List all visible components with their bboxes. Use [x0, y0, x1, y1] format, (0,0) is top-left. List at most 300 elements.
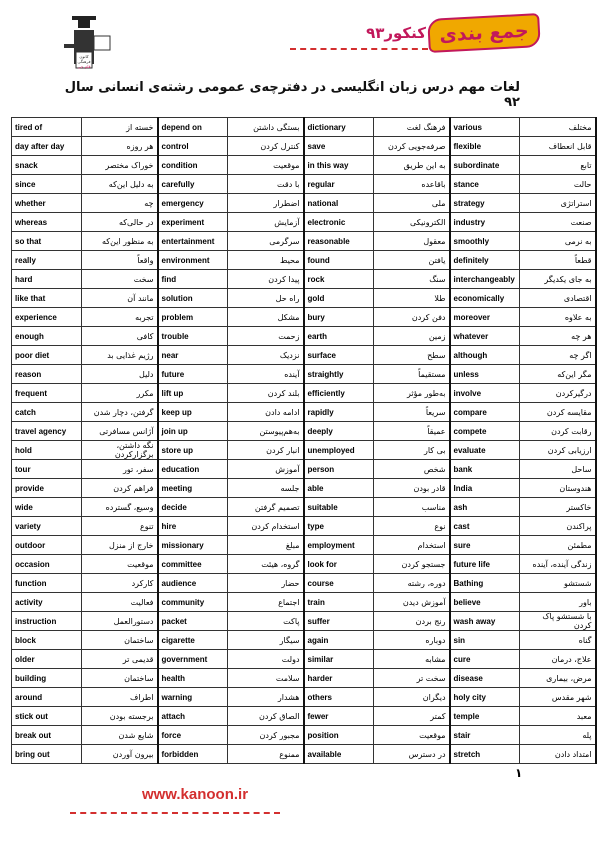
english-word-cell: surface — [304, 346, 374, 365]
table-row — [12, 612, 596, 631]
persian-meaning-cell: دیگران — [374, 688, 450, 707]
persian-meaning-cell: ارزیابی کردن — [520, 441, 596, 460]
english-word-cell: able — [304, 479, 374, 498]
english-word-cell: like that — [12, 289, 82, 308]
persian-meaning-cell: سلامت — [228, 669, 304, 688]
english-word-cell: harder — [304, 669, 374, 688]
english-word-cell: position — [304, 726, 374, 745]
persian-meaning-cell: پاکت — [228, 612, 304, 631]
english-word-cell: whatever — [450, 327, 520, 346]
persian-meaning-cell: آینده — [228, 365, 304, 384]
table-row — [12, 669, 596, 688]
persian-meaning-cell: گناه — [520, 631, 596, 650]
persian-meaning-cell: حالت — [520, 175, 596, 194]
english-word-cell: temple — [450, 707, 520, 726]
table-row — [12, 574, 596, 593]
persian-meaning-cell: اجتماع — [228, 593, 304, 612]
persian-meaning-cell: شایع شدن — [82, 726, 158, 745]
persian-meaning-cell: امتداد دادن — [520, 745, 596, 764]
persian-meaning-cell: قابل انعطاف — [520, 137, 596, 156]
persian-meaning-cell: تجربه — [82, 308, 158, 327]
persian-meaning-cell: آزمایش — [228, 213, 304, 232]
persian-meaning-cell: استخدام کردن — [228, 517, 304, 536]
persian-meaning-cell: پیدا کردن — [228, 270, 304, 289]
persian-meaning-cell: دولت — [228, 650, 304, 669]
english-word-cell: frequent — [12, 384, 82, 403]
persian-meaning-cell: شستشو — [520, 574, 596, 593]
english-word-cell: future — [158, 365, 228, 384]
persian-meaning-cell: عمیقاً — [374, 422, 450, 441]
persian-meaning-cell: سریعاً — [374, 403, 450, 422]
english-word-cell: interchangeably — [450, 270, 520, 289]
persian-meaning-cell: هر چه — [520, 327, 596, 346]
persian-meaning-cell: در دسترس — [374, 745, 450, 764]
persian-meaning-cell: استراتژی — [520, 194, 596, 213]
persian-meaning-cell: آژانس مسافرتی — [82, 422, 158, 441]
persian-meaning-cell: پراکندن — [520, 517, 596, 536]
persian-meaning-cell: دلیل — [82, 365, 158, 384]
persian-meaning-cell: جلسه — [228, 479, 304, 498]
persian-meaning-cell: سفر، تور — [82, 460, 158, 479]
english-word-cell: instruction — [12, 612, 82, 631]
persian-meaning-cell: صرفه‌جویی کردن — [374, 137, 450, 156]
english-word-cell: evaluate — [450, 441, 520, 460]
english-word-cell: warning — [158, 688, 228, 707]
page-title: لغات مهم درس زبان انگلیسی در دفترچه‌ی عمومی رشته‌ی انسانی سال ۹۲ — [64, 80, 520, 110]
persian-meaning-cell: اضطرار — [228, 194, 304, 213]
persian-meaning-cell: باقاعده — [374, 175, 450, 194]
table-row — [12, 175, 596, 194]
persian-meaning-cell: استخدام — [374, 536, 450, 555]
persian-meaning-cell: مکرر — [82, 384, 158, 403]
english-word-cell: day after day — [12, 137, 82, 156]
english-word-cell: India — [450, 479, 520, 498]
persian-meaning-cell: یافتن — [374, 251, 450, 270]
english-word-cell: catch — [12, 403, 82, 422]
table-row — [12, 688, 596, 707]
persian-meaning-cell: ساختمان — [82, 669, 158, 688]
english-word-cell: definitely — [450, 251, 520, 270]
persian-meaning-cell: زمین — [374, 327, 450, 346]
persian-meaning-cell: اطراف — [82, 688, 158, 707]
table-row — [12, 726, 596, 745]
persian-meaning-cell: مرض، بیماری — [520, 669, 596, 688]
english-word-cell: problem — [158, 308, 228, 327]
vocabulary-table — [11, 117, 597, 764]
table-row — [12, 270, 596, 289]
english-word-cell: hard — [12, 270, 82, 289]
table-row — [12, 232, 596, 251]
english-word-cell: Bathing — [450, 574, 520, 593]
persian-meaning-cell: قادر بودن — [374, 479, 450, 498]
table-row — [12, 403, 596, 422]
table-row — [12, 118, 596, 137]
english-word-cell: bank — [450, 460, 520, 479]
persian-meaning-cell: قدیمی تر — [82, 650, 158, 669]
persian-meaning-cell: سیگار — [228, 631, 304, 650]
persian-meaning-cell: زندگی آینده، آینده — [520, 555, 596, 574]
persian-meaning-cell: دوره، رشته — [374, 574, 450, 593]
english-word-cell: near — [158, 346, 228, 365]
english-word-cell: rapidly — [304, 403, 374, 422]
table-row — [12, 289, 596, 308]
persian-meaning-cell: نگه داشتن، برگزارکردن — [82, 441, 158, 460]
english-word-cell: find — [158, 270, 228, 289]
english-word-cell: subordinate — [450, 156, 520, 175]
table-row — [12, 650, 596, 669]
english-word-cell: packet — [158, 612, 228, 631]
persian-meaning-cell: راه حل — [228, 289, 304, 308]
english-word-cell: community — [158, 593, 228, 612]
english-word-cell: depend on — [158, 118, 228, 137]
english-word-cell: variety — [12, 517, 82, 536]
english-word-cell: enough — [12, 327, 82, 346]
table-row — [12, 422, 596, 441]
persian-meaning-cell: دستورالعمل — [82, 612, 158, 631]
footer-link[interactable]: www.kanoon.ir — [141, 786, 249, 803]
persian-meaning-cell: رقابت کردن — [520, 422, 596, 441]
footer-divider — [70, 812, 280, 814]
english-word-cell: sin — [450, 631, 520, 650]
persian-meaning-cell: بی کار — [374, 441, 450, 460]
english-word-cell: join up — [158, 422, 228, 441]
english-word-cell: break out — [12, 726, 82, 745]
english-word-cell: carefully — [158, 175, 228, 194]
english-word-cell: provide — [12, 479, 82, 498]
persian-meaning-cell: کنترل کردن — [228, 137, 304, 156]
persian-meaning-cell: رژیم غذایی بد — [82, 346, 158, 365]
english-word-cell: around — [12, 688, 82, 707]
english-word-cell: reason — [12, 365, 82, 384]
english-word-cell: ash — [450, 498, 520, 517]
persian-meaning-cell: مانند آن — [82, 289, 158, 308]
english-word-cell: sure — [450, 536, 520, 555]
persian-meaning-cell: کمتر — [374, 707, 450, 726]
persian-meaning-cell: ساختمان — [82, 631, 158, 650]
english-word-cell: older — [12, 650, 82, 669]
persian-meaning-cell: به‌طور مؤثر — [374, 384, 450, 403]
persian-meaning-cell: اقتصادی — [520, 289, 596, 308]
persian-meaning-cell: صنعت — [520, 213, 596, 232]
english-word-cell: activity — [12, 593, 82, 612]
table-row — [12, 441, 596, 460]
persian-meaning-cell: به دلیل این‌که — [82, 175, 158, 194]
persian-meaning-cell: با دقت — [228, 175, 304, 194]
english-word-cell: store up — [158, 441, 228, 460]
english-word-cell: wide — [12, 498, 82, 517]
table-row — [12, 707, 596, 726]
english-word-cell: audience — [158, 574, 228, 593]
english-word-cell: national — [304, 194, 374, 213]
persian-meaning-cell: فرهنگ لغت — [374, 118, 450, 137]
persian-meaning-cell: باور — [520, 593, 596, 612]
persian-meaning-cell: فراهم کردن — [82, 479, 158, 498]
english-word-cell: emergency — [158, 194, 228, 213]
english-word-cell: although — [450, 346, 520, 365]
english-word-cell: experiment — [158, 213, 228, 232]
persian-meaning-cell: زحمت — [228, 327, 304, 346]
persian-meaning-cell: ادامه دادن — [228, 403, 304, 422]
persian-meaning-cell: بیرون آوردن — [82, 745, 158, 764]
persian-meaning-cell: خارج از منزل — [82, 536, 158, 555]
english-word-cell: whereas — [12, 213, 82, 232]
brand-badge: جمع بندی — [427, 13, 541, 53]
english-word-cell: deeply — [304, 422, 374, 441]
english-word-cell: compare — [450, 403, 520, 422]
english-word-cell: attach — [158, 707, 228, 726]
persian-meaning-cell: مشابه — [374, 650, 450, 669]
persian-meaning-cell: قطعاً — [520, 251, 596, 270]
svg-text:فرهنگی: فرهنگی — [77, 59, 91, 64]
english-word-cell: poor diet — [12, 346, 82, 365]
persian-meaning-cell: به نرمی — [520, 232, 596, 251]
english-word-cell: efficiently — [304, 384, 374, 403]
persian-meaning-cell: کارکرد — [82, 574, 158, 593]
english-word-cell: suffer — [304, 612, 374, 631]
english-word-cell: suitable — [304, 498, 374, 517]
english-word-cell: whether — [12, 194, 82, 213]
english-word-cell: person — [304, 460, 374, 479]
english-word-cell: tour — [12, 460, 82, 479]
persian-meaning-cell: گرفتن، دچار شدن — [82, 403, 158, 422]
english-word-cell: education — [158, 460, 228, 479]
persian-meaning-cell: خاکستر — [520, 498, 596, 517]
english-word-cell: fewer — [304, 707, 374, 726]
english-word-cell: gold — [304, 289, 374, 308]
english-word-cell: tired of — [12, 118, 82, 137]
english-word-cell: cure — [450, 650, 520, 669]
english-word-cell: travel agency — [12, 422, 82, 441]
english-word-cell: trouble — [158, 327, 228, 346]
persian-meaning-cell: سخت تر — [374, 669, 450, 688]
table-row — [12, 460, 596, 479]
persian-meaning-cell: به منظور این‌که — [82, 232, 158, 251]
persian-meaning-cell: جستجو کردن — [374, 555, 450, 574]
english-word-cell: outdoor — [12, 536, 82, 555]
english-word-cell: solution — [158, 289, 228, 308]
persian-meaning-cell: محیط — [228, 251, 304, 270]
table-row — [12, 498, 596, 517]
english-word-cell: committee — [158, 555, 228, 574]
svg-text:قلم چی: قلم چی — [77, 64, 91, 69]
table-row — [12, 517, 596, 536]
persian-meaning-cell: مقایسه کردن — [520, 403, 596, 422]
english-word-cell: cigarette — [158, 631, 228, 650]
english-word-cell: cast — [450, 517, 520, 536]
english-word-cell: holy city — [450, 688, 520, 707]
english-word-cell: economically — [450, 289, 520, 308]
english-word-cell: health — [158, 669, 228, 688]
english-word-cell: missionary — [158, 536, 228, 555]
english-word-cell: reasonable — [304, 232, 374, 251]
english-word-cell: government — [158, 650, 228, 669]
persian-meaning-cell: مطمئن — [520, 536, 596, 555]
persian-meaning-cell: با شستشو پاک کردن — [520, 612, 596, 631]
persian-meaning-cell: هشدار — [228, 688, 304, 707]
persian-meaning-cell: به علاوه — [520, 308, 596, 327]
english-word-cell: lift up — [158, 384, 228, 403]
english-word-cell: electronic — [304, 213, 374, 232]
persian-meaning-cell: به این طریق — [374, 156, 450, 175]
english-word-cell: compete — [450, 422, 520, 441]
english-word-cell: involve — [450, 384, 520, 403]
english-word-cell: others — [304, 688, 374, 707]
table-row — [12, 213, 596, 232]
english-word-cell: various — [450, 118, 520, 137]
table-row — [12, 308, 596, 327]
persian-meaning-cell: موقعیت — [82, 555, 158, 574]
persian-meaning-cell: مگر این‌که — [520, 365, 596, 384]
english-word-cell: bring out — [12, 745, 82, 764]
english-word-cell: environment — [158, 251, 228, 270]
table-row — [12, 327, 596, 346]
persian-meaning-cell: معبد — [520, 707, 596, 726]
english-word-cell: look for — [304, 555, 374, 574]
english-word-cell: unless — [450, 365, 520, 384]
persian-meaning-cell: تنوع — [82, 517, 158, 536]
persian-meaning-cell: ملی — [374, 194, 450, 213]
english-word-cell: stance — [450, 175, 520, 194]
english-word-cell: keep up — [158, 403, 228, 422]
table-row — [12, 555, 596, 574]
table-row — [12, 365, 596, 384]
english-word-cell: stick out — [12, 707, 82, 726]
table-row — [12, 745, 596, 764]
persian-meaning-cell: موقعیت — [374, 726, 450, 745]
english-word-cell: type — [304, 517, 374, 536]
table-row — [12, 593, 596, 612]
english-word-cell: future life — [450, 555, 520, 574]
english-word-cell: unemployed — [304, 441, 374, 460]
english-word-cell: train — [304, 593, 374, 612]
english-word-cell: wash away — [450, 612, 520, 631]
english-word-cell: strategy — [450, 194, 520, 213]
english-word-cell: industry — [450, 213, 520, 232]
persian-meaning-cell: مختلف — [520, 118, 596, 137]
english-word-cell: employment — [304, 536, 374, 555]
persian-meaning-cell: آموزش — [228, 460, 304, 479]
english-word-cell: similar — [304, 650, 374, 669]
persian-meaning-cell: اگر چه — [520, 346, 596, 365]
english-word-cell: again — [304, 631, 374, 650]
english-word-cell: hold — [12, 441, 82, 460]
table-row — [12, 156, 596, 175]
english-word-cell: stretch — [450, 745, 520, 764]
persian-meaning-cell: برجسته بودن — [82, 707, 158, 726]
persian-meaning-cell: چه — [82, 194, 158, 213]
persian-meaning-cell: تصمیم گرفتن — [228, 498, 304, 517]
persian-meaning-cell: شخص — [374, 460, 450, 479]
table-row — [12, 251, 596, 270]
persian-meaning-cell: درگیرکردن — [520, 384, 596, 403]
persian-meaning-cell: الصاق کردن — [228, 707, 304, 726]
english-word-cell: really — [12, 251, 82, 270]
english-word-cell: entertainment — [158, 232, 228, 251]
persian-meaning-cell: سرگرمی — [228, 232, 304, 251]
table-row — [12, 137, 596, 156]
persian-meaning-cell: واقعاً — [82, 251, 158, 270]
english-word-cell: decide — [158, 498, 228, 517]
table-row — [12, 536, 596, 555]
persian-meaning-cell: رنج بردن — [374, 612, 450, 631]
english-word-cell: straightly — [304, 365, 374, 384]
persian-meaning-cell: الکترونیکی — [374, 213, 450, 232]
english-word-cell: believe — [450, 593, 520, 612]
persian-meaning-cell: نزدیک — [228, 346, 304, 365]
kanoon-logo-icon — [58, 14, 113, 74]
english-word-cell: block — [12, 631, 82, 650]
persian-meaning-cell: شهر مقدس — [520, 688, 596, 707]
persian-meaning-cell: گروه، هیئت — [228, 555, 304, 574]
persian-meaning-cell: خسته از — [82, 118, 158, 137]
page-header — [0, 0, 600, 80]
english-word-cell: experience — [12, 308, 82, 327]
english-word-cell: since — [12, 175, 82, 194]
english-word-cell: rock — [304, 270, 374, 289]
persian-meaning-cell: تابع — [520, 156, 596, 175]
persian-meaning-cell: نوع — [374, 517, 450, 536]
persian-meaning-cell: مشکل — [228, 308, 304, 327]
english-word-cell: earth — [304, 327, 374, 346]
english-word-cell: forbidden — [158, 745, 228, 764]
english-word-cell: building — [12, 669, 82, 688]
persian-meaning-cell: وسیع، گسترده — [82, 498, 158, 517]
english-word-cell: condition — [158, 156, 228, 175]
english-word-cell: force — [158, 726, 228, 745]
persian-meaning-cell: هر روزه — [82, 137, 158, 156]
persian-meaning-cell: مجبور کردن — [228, 726, 304, 745]
persian-meaning-cell: مناسب — [374, 498, 450, 517]
english-word-cell: smoothly — [450, 232, 520, 251]
persian-meaning-cell: به‌هم‌پیوستن — [228, 422, 304, 441]
persian-meaning-cell: خوراک مختصر — [82, 156, 158, 175]
persian-meaning-cell: بلند کردن — [228, 384, 304, 403]
english-word-cell: disease — [450, 669, 520, 688]
english-word-cell: occasion — [12, 555, 82, 574]
svg-text:کانون: کانون — [79, 54, 89, 59]
persian-meaning-cell: موقعیت — [228, 156, 304, 175]
persian-meaning-cell: معقول — [374, 232, 450, 251]
english-word-cell: in this way — [304, 156, 374, 175]
persian-meaning-cell: دوباره — [374, 631, 450, 650]
persian-meaning-cell: به جای یکدیگر — [520, 270, 596, 289]
english-word-cell: function — [12, 574, 82, 593]
english-word-cell: course — [304, 574, 374, 593]
persian-meaning-cell: بستگی داشتن — [228, 118, 304, 137]
table-row — [12, 384, 596, 403]
persian-meaning-cell: سخت — [82, 270, 158, 289]
page-number: ۱ — [515, 766, 523, 780]
english-word-cell: so that — [12, 232, 82, 251]
table-row — [12, 346, 596, 365]
persian-meaning-cell: دفن کردن — [374, 308, 450, 327]
table-row — [12, 631, 596, 650]
persian-meaning-cell: حضار — [228, 574, 304, 593]
english-word-cell: moreover — [450, 308, 520, 327]
english-word-cell: hire — [158, 517, 228, 536]
english-word-cell: regular — [304, 175, 374, 194]
english-word-cell: available — [304, 745, 374, 764]
persian-meaning-cell: در حالی‌که — [82, 213, 158, 232]
header-divider — [290, 48, 428, 50]
persian-meaning-cell: مستقیماً — [374, 365, 450, 384]
table-row — [12, 194, 596, 213]
persian-meaning-cell: ساحل — [520, 460, 596, 479]
english-word-cell: snack — [12, 156, 82, 175]
persian-meaning-cell: مبلغ — [228, 536, 304, 555]
english-word-cell: found — [304, 251, 374, 270]
persian-meaning-cell: کافی — [82, 327, 158, 346]
